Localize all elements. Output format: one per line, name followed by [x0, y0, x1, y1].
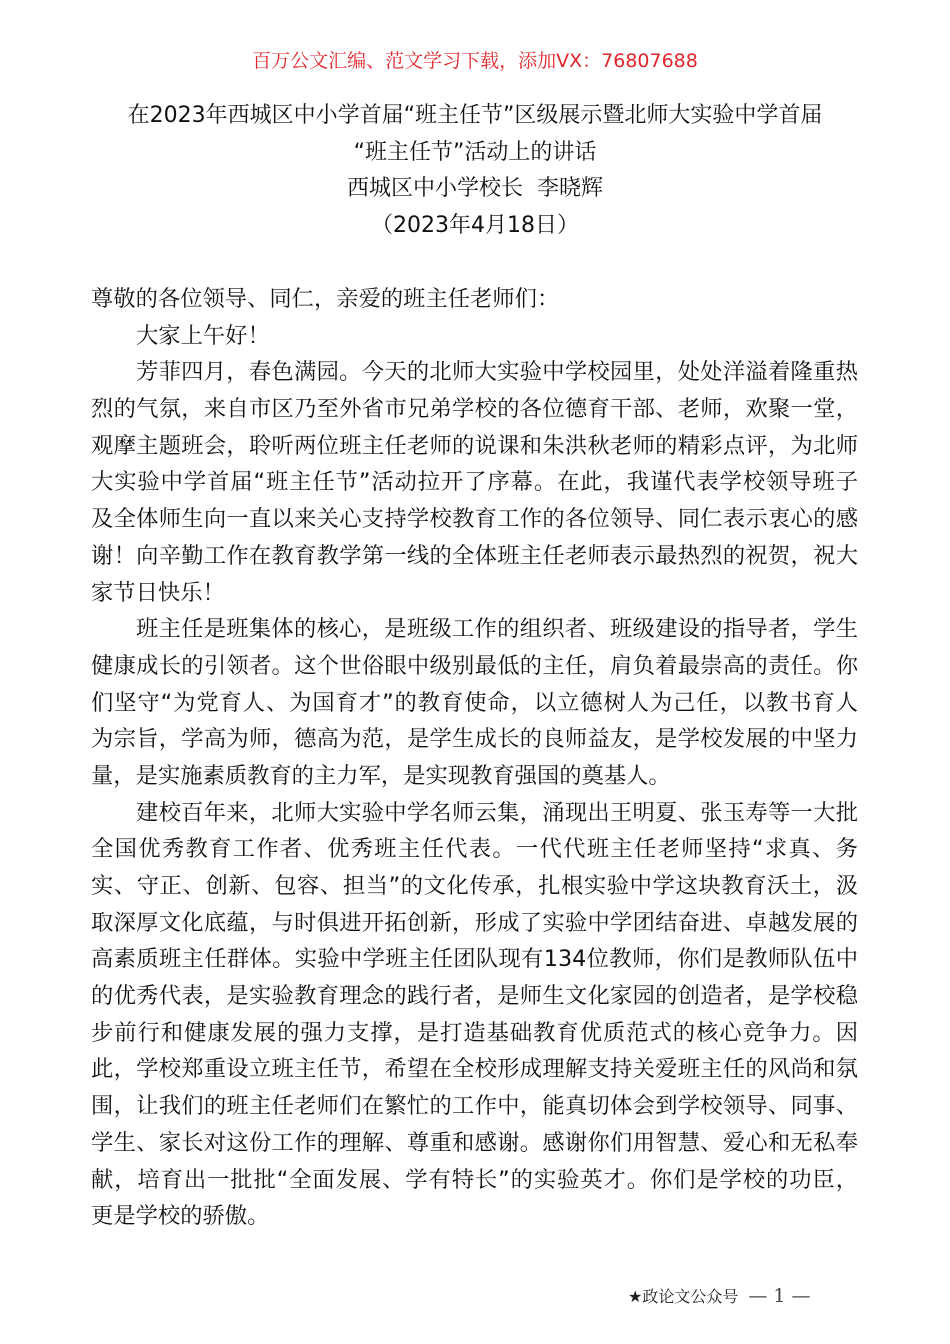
paragraph-2: [91, 611, 858, 794]
paragraph-line: 们坚守“为党育人、为国育才”的教育使命，以立德树人为己任，以教书育人: [91, 689, 858, 716]
page-footer: [628, 1284, 811, 1307]
footer-source: ★政论文公众号: [628, 1287, 739, 1306]
date-line: （2023年4月18日）: [371, 213, 579, 238]
paragraph-line: 围，让我们的班主任老师们在繁忙的工作中，能真切体会到学校领导、同事、: [91, 1093, 858, 1120]
paragraph-line: 实、守正、创新、包容、担当”的文化传承，扎根实验中学这块教育沃土，汲: [91, 873, 858, 899]
paragraph-line: 步前行和健康发展的强力支撑，是打造基础教育优质范式的核心竞争力。因: [91, 1019, 858, 1046]
paragraph-line: 为宗旨，学高为师，德高为范，是学生成长的良师益友，是学校发展的中坚力: [91, 726, 858, 753]
paragraph-line: 更是学校的骄傲。: [91, 1203, 270, 1230]
title-line-1: 在2023年西城区中小学首届“班主任节”区级展示暨北师大实验中学首届: [127, 103, 823, 128]
paragraph-1: [91, 354, 858, 611]
greeting: 大家上午好！: [136, 322, 270, 349]
paragraph-line: 取深厚文化底蕴，与时俱进开拓创新，形成了实验中学团结奋进、卓越发展的: [91, 909, 858, 936]
title-line-2: “班主任节”活动上的讲话: [353, 140, 597, 165]
paragraph-3: [91, 795, 858, 1235]
paragraph-line: 健康成长的引领者。这个世俗眼中级别最低的主任，肩负着最崇高的责任。你: [91, 652, 858, 679]
paragraph-line: 量，是实施素质教育的主力军，是实现教育强国的奠基人。: [91, 762, 671, 789]
paragraph-line: 观摩主题班会，聆听两位班主任老师的说课和朱洪秋老师的精彩点评，为北师: [91, 432, 858, 459]
watermark-banner: 百万公文汇编、范文学习下载，添加VX：76807688: [252, 50, 698, 72]
paragraph-line: 献，培育出一批批“全面发展、学有特长”的实验英才。你们是学校的功臣，: [91, 1166, 858, 1193]
paragraph-line: 大实验中学首届“班主任节”活动拉开了序幕。在此，我谨代表学校领导班子: [91, 469, 858, 496]
paragraph-line: 建校百年来，北师大实验中学名师云集，涌现出王明夏、张玉寿等一大批: [136, 799, 858, 826]
paragraph-line: 谢！向辛勤工作在教育教学第一线的全体班主任老师表示最热烈的祝贺，祝大: [91, 542, 858, 569]
paragraph-line: 全国优秀教育工作者、优秀班主任代表。一代代班主任老师坚持“求真、务: [91, 836, 858, 863]
paragraph-line: 此，学校郑重设立班主任节，希望在全校形成理解支持关爱班主任的风尚和氛: [91, 1056, 858, 1083]
paragraph-line: 及全体师生向一直以来关心支持学校教育工作的各位领导、同仁表示衷心的感: [91, 506, 858, 533]
paragraph-line: 芳菲四月，春色满园。今天的北师大实验中学校园里，处处洋溢着隆重热: [136, 359, 858, 386]
page-number: — 1 —: [748, 1285, 811, 1307]
paragraph-line: 高素质班主任群体。实验中学班主任团队现有134位教师，你们是教师队伍中: [91, 946, 858, 973]
paragraph-line: 家节日快乐！: [91, 579, 225, 606]
salutation: 尊敬的各位领导、同仁，亲爱的班主任老师们：: [91, 286, 560, 312]
author-line: 西城区中小学校长 李晓辉: [347, 176, 603, 201]
paragraph-line: 学生、家长对这份工作的理解、尊重和感谢。感谢你们用智慧、爱心和无私奉: [91, 1129, 858, 1156]
paragraph-line: 班主任是班集体的核心，是班级工作的组织者、班级建设的指导者，学生: [136, 616, 858, 643]
paragraph-line: 烈的气氛，来自市区乃至外省市兄弟学校的各位德育干部、老师，欢聚一堂，: [91, 396, 858, 423]
paragraph-line: 的优秀代表，是实验教育理念的践行者，是师生文化家园的创造者，是学校稳: [91, 983, 858, 1010]
speech-body: [91, 281, 858, 1235]
